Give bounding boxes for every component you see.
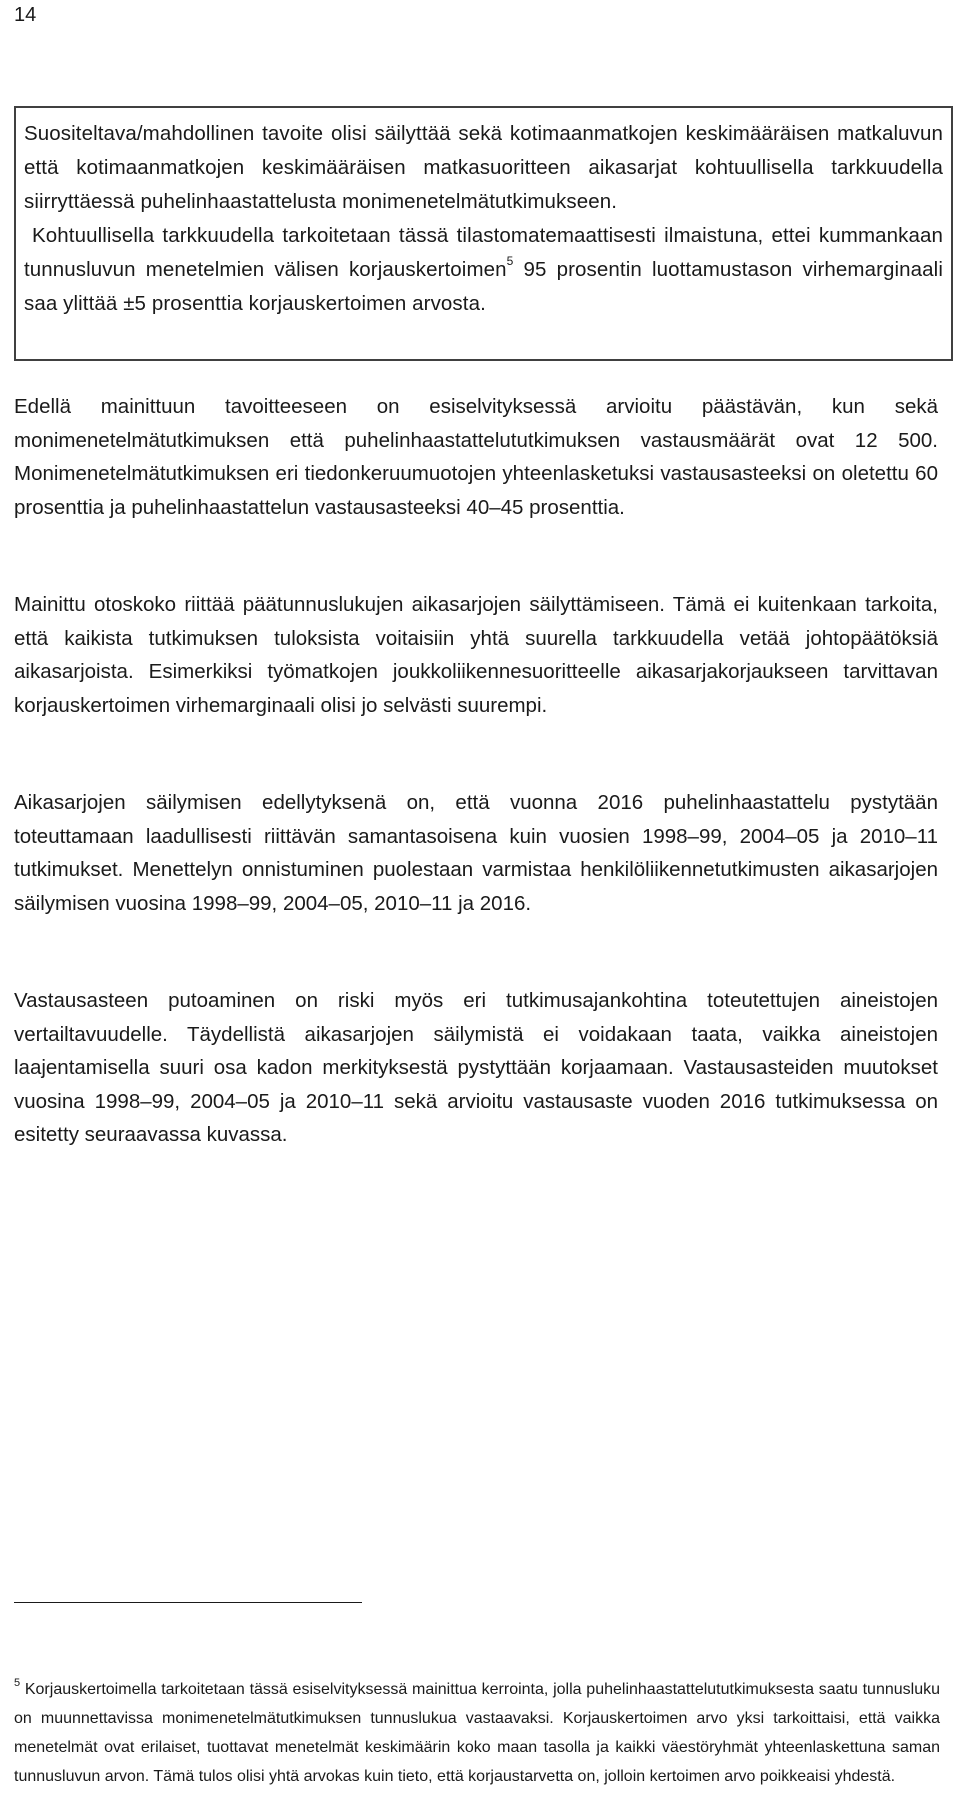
- footnote-separator: [14, 1602, 362, 1603]
- body-paragraph-1: Edellä mainittuun tavoitteeseen on esiselvityksessä arvioitu päästävän, kun sekä monimenetelmätutkimuksen että puhelinhaastattelututkimuksen vastausmäärät ovat 12 500. Monimenetelmätutkimuksen eri tiedonkeruumuotojen yhteenlasketuksi vastausasteeksi on oletettu 60 prosenttia ja puhelinhaastattelun vastausasteeksi 40–45 prosenttia.: [14, 395, 938, 519]
- footnote-text: Korjauskertoimella tarkoitetaan tässä esiselvityksessä mainittua kerrointa, jolla puhelinhaastattelututkimuksesta saatu tunnusluku on muunnettavissa monimenetelmätutkimuksen tunnuslukua vastaavaksi. Korjauskertoimen arvo yksi tarkoittaisi, että vaikka menetelmät ovat erilaiset, tuottavat menetelmät keskimäärin koko maan tasolla ja kaikki väestöryhmät yhteenlaskettuna saman tunnusluvun arvon. Tämä tulos olisi yhtä arvokas kuin tieto, että korjaustarvetta on, jolloin kertoimen arvo poikkeaisi yhdestä.: [14, 1681, 940, 1785]
- boxed-note-text-before-footnote: Kohtuullisella tarkkuudella tarkoitetaan tässä tilastomatemaattisesti ilmaistuna, ettei kummankaan tunnusluvun menetelmien välisen korjauskertoimen: [24, 224, 943, 281]
- body-paragraph-4: Vastausasteen putoaminen on riski myös eri tutkimusajankohtina toteutettujen aineistojen vertailtavuudelle. Täydellistä aikasarjojen säilymistä ei voidakaan taata, vaikka aineistojen laajentamisella suuri osa kadon merkityksestä pystyttään korjaamaan. Vastausasteiden muutokset vuosina 1998–99, 2004–05 ja 2010–11 sekä arvioitu vastausaste vuoden 2016 tutkimuksessa on esitetty seuraavassa kuvassa.: [14, 989, 938, 1147]
- body-paragraph-3: Aikasarjojen säilymisen edellytyksenä on, että vuonna 2016 puhelinhaastattelu pystytään toteuttamaan laadullisesti riittävän samantasoisena kuin vuosien 1998–99, 2004–05 ja 2010–11 tutkimukset. Menettelyn onnistuminen puolestaan varmistaa henkilöliikennetutkimusten aikasarjojen säilymisen vuosina 1998–99, 2004–05, 2010–11 ja 2016.: [14, 791, 938, 915]
- footnote-reference-mark: 5: [506, 254, 514, 269]
- boxed-note-text-after-footnote: 95 prosentin luottamustason virhemarginaali saa ylittää ±5 prosenttia korjauskertoimen arvosta.: [24, 258, 943, 315]
- footnote-mark: 5: [14, 1676, 21, 1689]
- footnote: [14, 1675, 940, 1791]
- boxed-note-paragraph-2: [24, 219, 943, 321]
- page-number: 14: [14, 4, 37, 26]
- body-paragraph-2: Mainittu otoskoko riittää päätunnuslukujen aikasarjojen säilyttämiseen. Tämä ei kuitenkaan tarkoita, että kaikista tutkimuksen tuloksista voitaisiin yhtä suurella tarkkuudella vetää johtopäätöksiä aikasarjoista. Esimerkiksi työmatkojen joukkoliikennesuoritteelle aikasarjakorjaukseen tarvittavan korjauskertoimen virhemarginaali olisi jo selvästi suurempi.: [14, 593, 938, 717]
- boxed-note: [14, 106, 953, 361]
- boxed-note-paragraph-1: Suositeltava/mahdollinen tavoite olisi säilyttää sekä kotimaanmatkojen keskimääräisen matkaluvun että kotimaanmatkojen keskimääräisen matkasuoritteen aikasarjat kohtuullisella tarkkuudella siirryttäessä puhelinhaastattelusta monimenetelmätutkimukseen.: [24, 122, 943, 213]
